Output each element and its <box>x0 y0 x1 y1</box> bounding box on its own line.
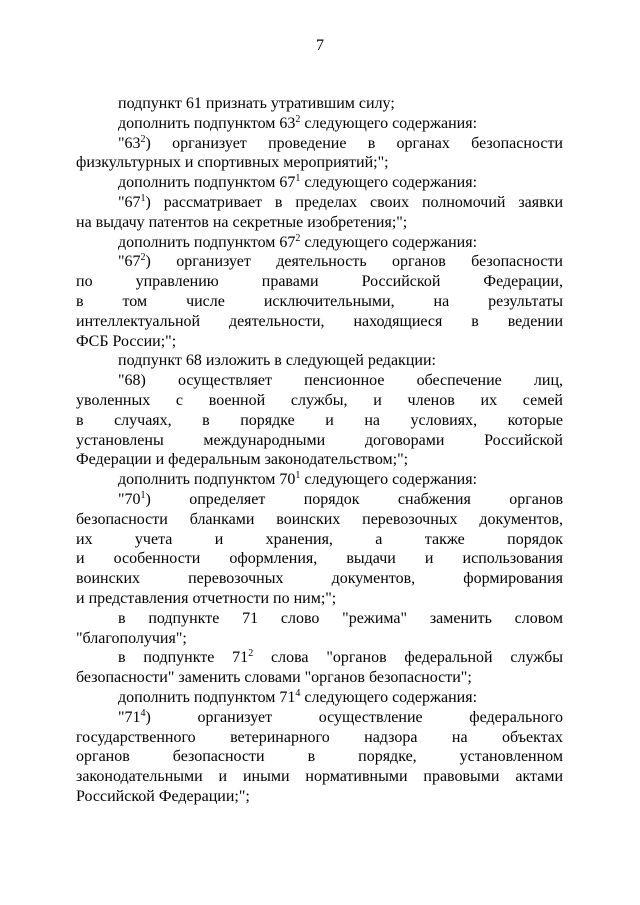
text-line: в том числе исключительными, на результаты <box>76 292 563 310</box>
text-line: "$70^1$) определяет порядок снабжения органов <box>118 489 563 508</box>
text-line: Российской Федерации;"; <box>76 787 250 805</box>
text-line: государственного ветеринарного надзора на объектах <box>76 728 563 746</box>
text-line: подпункт 61 признать утратившим силу; <box>118 95 395 112</box>
text-line: "$67^1$) рассматривает в пределах своих полномочий заявки <box>118 192 563 211</box>
text-line: дополнить подпунктом $67^2$ следующего содержания: <box>118 232 478 251</box>
text-line: установлены международными договорами Российской <box>76 431 563 449</box>
text-line: дополнить подпунктом $67^1$ следующего содержания: <box>118 173 478 192</box>
text-line: "68) осуществляет пенсионное обеспечение лиц, <box>118 372 563 390</box>
text-line: воинских перевозочных документов, формирования <box>76 570 563 588</box>
text-line: и особенности оформления, выдачи и использования <box>76 550 563 568</box>
text-line: ФСБ России;"; <box>76 332 177 350</box>
text-line: в подпункте $71^2$ слова "органов федеральной службы <box>118 648 563 667</box>
text-line: органов безопасности в порядке, установленном <box>76 748 563 766</box>
text-line: дополнить подпунктом $63^2$ следующего содержания: <box>118 113 478 132</box>
text-line: физкультурных и спортивных мероприятий;"; <box>76 154 389 172</box>
text-line: интеллектуальной деятельности, находящиеся в ведении <box>76 312 563 330</box>
text-line: "$71^4$) организует осуществление федерального <box>118 707 563 726</box>
text-line: "благополучия"; <box>76 629 187 647</box>
text-line: подпункт 68 изложить в следующей редакции: <box>118 352 436 370</box>
text-line: в случаях, в порядке и на условиях, которые <box>76 411 563 429</box>
text-line: законодательными и иными нормативными правовыми актами <box>76 768 563 786</box>
page-number: 7 <box>316 37 324 54</box>
text-line: на выдачу патентов на секретные изобретения;"; <box>76 213 408 231</box>
text-line: уволенных с военной службы, и членов их семей <box>76 391 563 409</box>
text-line: и представления отчетности по ним;"; <box>76 589 337 607</box>
text-line: в подпункте 71 слово "режима" заменить словом <box>118 609 563 627</box>
text-line: их учета и хранения, а также порядок <box>76 530 563 548</box>
text-line: Федерации и федеральным законодательством;"; <box>76 451 409 469</box>
text-line: дополнить подпунктом $71^4$ следующего содержания: <box>118 687 478 706</box>
text-line: по управлению правами Российской Федерации, <box>76 273 563 291</box>
text-line: безопасности" заменить словами "органов безопасности"; <box>76 669 472 687</box>
text-line: "$67^2$) организует деятельность органов безопасности <box>118 252 563 271</box>
text-line: безопасности бланками воинских перевозочных документов, <box>76 510 563 528</box>
document-body <box>76 94 563 807</box>
text-line: "$63^2$) организует проведение в органах безопасности <box>118 133 563 152</box>
text-line: дополнить подпунктом $70^1$ следующего содержания: <box>118 470 478 489</box>
